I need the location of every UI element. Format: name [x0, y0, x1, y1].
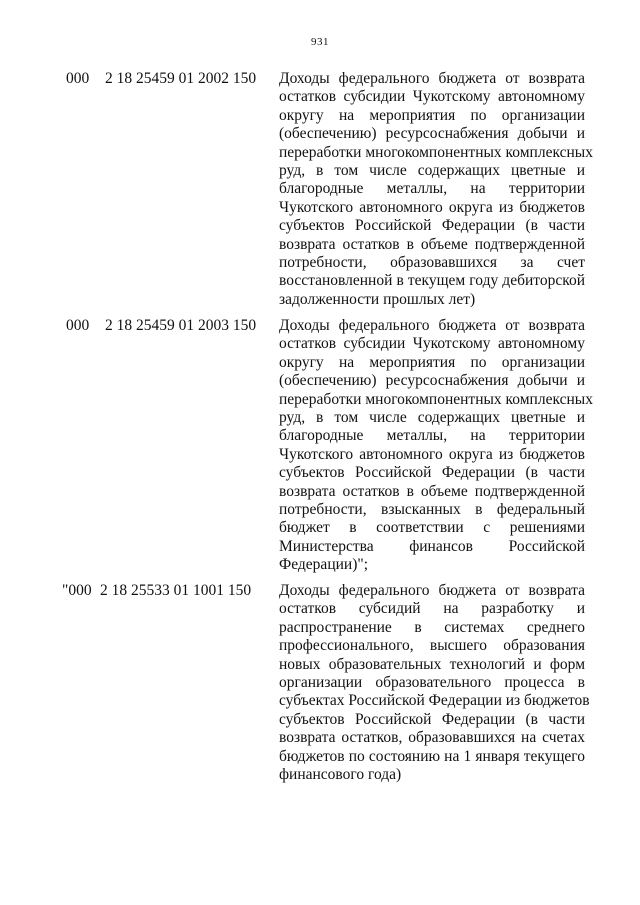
description-line: возврата остатков, образовавшихся на счетах: [279, 729, 585, 747]
description-line: благородные металлы, на территории: [279, 180, 585, 198]
revenue-description: [279, 317, 593, 575]
budget-entry: [0, 70, 640, 317]
description-line: переработки многокомпонентных комплексных: [279, 143, 593, 161]
description-line: Федерации)";: [279, 556, 368, 574]
description-line: Министерства финансов Российской: [279, 537, 585, 555]
description-line: распространение в системах среднего: [279, 618, 585, 636]
page-number: 931: [311, 36, 329, 48]
description-line: потребности, образовавшихся за счет: [279, 254, 585, 272]
revenue-code: 2 18 25533 01 1001 150: [100, 582, 252, 599]
description-line: (обеспечению) ресурсоснабжения добычи и: [279, 125, 585, 143]
revenue-description: [279, 70, 593, 309]
description-line: Доходы федерального бюджета от возврата: [279, 582, 585, 599]
description-line: возврата остатков в объеме подтвержденной: [279, 235, 585, 253]
revenue-code: 2 18 25459 01 2003 150: [105, 317, 257, 334]
description-line: руд, в том числе содержащих цветные и: [279, 409, 585, 427]
description-line: субъектов Российской Федерации (в части: [279, 464, 585, 482]
description-line: организации образовательного процесса в: [279, 674, 585, 692]
description-line: Доходы федерального бюджета от возврата: [279, 70, 585, 87]
description-line: руд, в том числе содержащих цветные и: [279, 162, 585, 180]
description-line: бюджет в соответствии с решениями: [279, 519, 585, 537]
description-line: восстановленной в текущем году дебиторской: [279, 272, 585, 290]
description-line: субъектах Российской Федерации из бюджетов: [279, 692, 590, 710]
description-line: новых образовательных технологий и форм: [279, 655, 585, 673]
description-line: Чукотского автономного округа из бюджетов: [279, 445, 585, 463]
description-line: субъектов Российской Федерации (в части: [279, 710, 585, 728]
description-line: Чукотского автономного округа из бюджетов: [279, 198, 585, 216]
description-line: бюджетов по состоянию на 1 января текущего: [279, 747, 585, 765]
description-line: остатков субсидии Чукотскому автономному: [279, 88, 585, 106]
revenue-description: [279, 582, 590, 784]
description-line: Доходы федерального бюджета от возврата: [279, 317, 585, 334]
description-line: потребности, взысканных в федеральный: [279, 501, 585, 519]
description-line: округу на мероприятия по организации: [279, 106, 585, 124]
budget-entry: [0, 582, 640, 784]
description-line: (обеспечению) ресурсоснабжения добычи и: [279, 372, 585, 390]
description-line: субъектов Российской Федерации (в части: [279, 217, 585, 235]
description-line: остатков субсидий на разработку и: [279, 600, 585, 618]
admin-code: 000: [66, 70, 90, 87]
budget-code-list: [0, 70, 640, 784]
description-line: переработки многокомпонентных комплексных: [279, 390, 593, 408]
description-line: финансового года): [279, 766, 402, 784]
admin-code: "000: [62, 582, 92, 599]
description-line: задолженности прошлых лет): [279, 290, 476, 308]
description-line: благородные металлы, на территории: [279, 427, 585, 445]
description-line: профессионального, высшего образования: [279, 637, 585, 655]
admin-code: 000: [66, 317, 90, 334]
description-line: возврата остатков в объеме подтвержденной: [279, 482, 585, 500]
description-line: округу на мероприятия по организации: [279, 353, 585, 371]
revenue-code: 2 18 25459 01 2002 150: [105, 70, 257, 87]
description-line: остатков субсидии Чукотскому автономному: [279, 335, 585, 353]
budget-entry: [0, 317, 640, 582]
